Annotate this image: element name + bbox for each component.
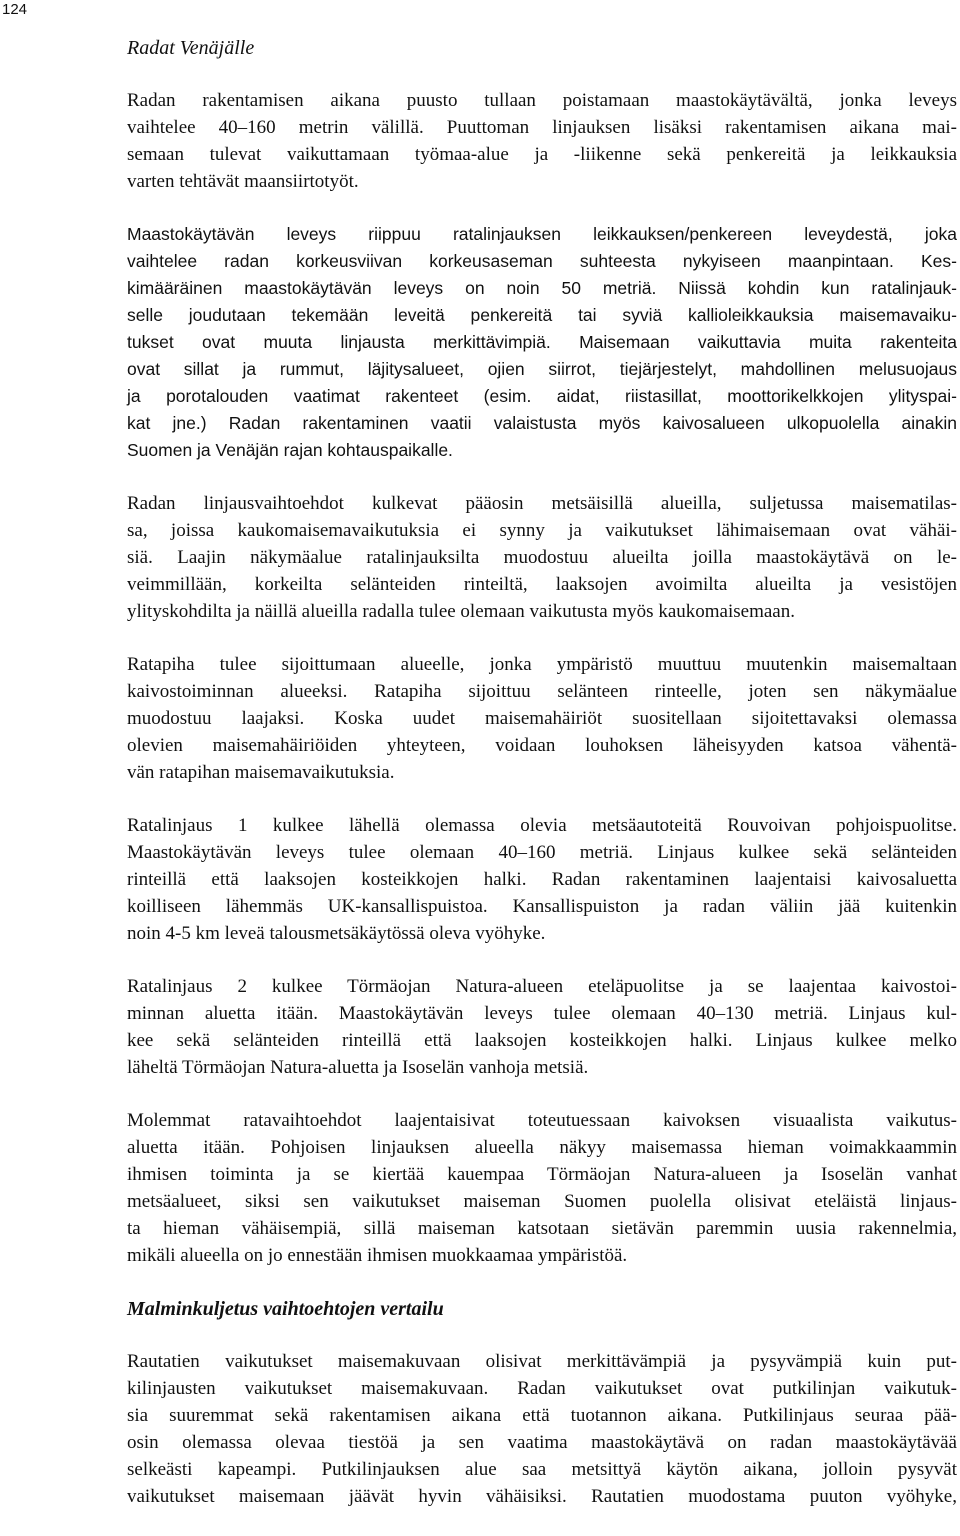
text-line: koilliseen lähemmäs UK-kansallispuistoa. Kansallispuiston ja radan väliin jää kuitenkin [127, 896, 957, 917]
text-line: semaan tulevat vaikuttamaan työmaa-alue ja -liikenne sekä penkereitä ja leikkauksia [127, 144, 957, 165]
text-line: sia suuremmat sekä rakentamisen aikana että tuotannon aikana. Putkilinjaus seuraa pää- [127, 1405, 957, 1426]
text-line: kat jne.) Radan rakentaminen vaatii valaistusta myös kaivosalueen ulkopuolella ainakin [127, 413, 957, 433]
text-line: selkeästi kapeampi. Putkilinjauksen alue saa metsittyä käytön aikana, jolloin pysyvät [127, 1459, 957, 1480]
text-line: Ratalinjaus 2 kulkee Törmäojan Natura-alueen eteläpuolitse ja se laajentaa kaivostoi- [127, 976, 957, 997]
paragraph-5 [127, 812, 957, 947]
text-line: metsäalueet, siksi sen vaikutukset maiseman Suomen puolella olisivat eteläistä linjaus- [127, 1191, 957, 1212]
section-heading-radat-venajalle: Radat Venäjälle [127, 37, 255, 59]
text-line: ovat sillat ja rummut, läjitysalueet, ojien siirrot, tiejärjestelyt, mahdollinen melusuojaus [127, 359, 957, 379]
text-line: ihmisen toiminta ja se kiertää kauempaa Törmäojan Natura-alueen ja Isoselän vanhat [127, 1164, 957, 1185]
text-line: olevien maisemahäiriöiden yhteyteen, voidaan louhoksen läheisyyden katsoa vähentä- [127, 735, 957, 756]
text-line: veimmillään, korkeilta selänteiden rinteiltä, laaksojen avoimilta alueilta ja vesistöjen [127, 574, 957, 595]
page-number: 124 [2, 1, 28, 18]
text-line: varten tehtävät maansiirtotyöt. [127, 171, 359, 192]
paragraph-8 [127, 1348, 957, 1510]
text-line: Maastokäytävän leveys tulee olemaan 40–160 metriä. Linjaus kulkee sekä selänteiden [127, 842, 957, 863]
text-line: Radan rakentamisen aikana puusto tullaan poistamaan maastokäytävältä, jonka leveys [127, 90, 957, 111]
text-line: vaihtelee radan korkeusviivan korkeusaseman suhteesta nykyiseen maanpintaan. Kes- [127, 251, 957, 271]
paragraph-1 [127, 87, 957, 195]
text-line: rinteillä että laaksojen kosteikkojen halki. Radan rakentaminen laajentaisi kaivosaluetta [127, 869, 957, 890]
section-heading-malminkuljetus: Malminkuljetus vaihtoehtojen vertailu [127, 1298, 444, 1320]
paragraph-2 [127, 221, 957, 464]
text-line: Ratalinjaus 1 kulkee lähellä olemassa olevia metsäautoteitä Rouvoivan pohjoispuolitse. [127, 815, 957, 836]
page-content [127, 34, 957, 1536]
text-line: ta hieman vähäisempiä, sillä maiseman katsotaan sietävän paremmin uusia rakennelmia, [127, 1218, 957, 1239]
text-line: kee sekä selänteiden rinteillä että laaksojen kosteikkojen halki. Linjaus kulkee melko [127, 1030, 957, 1051]
text-line: osin olemassa olevaa tiestöä ja sen vaatima maastokäytävä on radan maastokäytävää [127, 1432, 957, 1453]
text-line: Radan linjausvaihtoehdot kulkevat pääosin metsäisillä alueilla, suljetussa maisematilas- [127, 493, 957, 514]
text-line: Suomen ja Venäjän rajan kohtauspaikalle. [127, 440, 453, 460]
paragraph-7 [127, 1107, 957, 1269]
text-line: selle joudutaan tekemään leveitä penkereitä tai syviä kallioleikkauksia maisemavaiku- [127, 305, 957, 325]
text-line: kimääräinen maastokäytävän leveys on noin 50 metriä. Niissä kohdin kun ratalinjauk- [127, 278, 957, 298]
text-line: kilinjausten vaikutukset maisemakuvaan. Radan vaikutukset ovat putkilinjan vaikutuk- [127, 1378, 957, 1399]
text-line: vaikutukset maisemaan jäävät hyvin vähäisiksi. Rautatien muodostama puuton vyöhyke, [127, 1486, 957, 1507]
text-line: läheltä Törmäojan Natura-aluetta ja Isoselän vanhoja metsiä. [127, 1057, 589, 1078]
text-line: vän ratapihan maisemavaikutuksia. [127, 762, 395, 783]
text-line: siä. Laajin näkymäalue ratalinjauksilta muodostuu alueilta joilla maastokäytävä on le- [127, 547, 957, 568]
paragraph-3 [127, 490, 957, 625]
paragraph-6 [127, 973, 957, 1081]
paragraph-4 [127, 651, 957, 786]
text-line: tukset ovat muuta linjausta merkittävimpiä. Maisemaan vaikuttavia muita rakenteita [127, 332, 957, 352]
text-line: Ratapiha tulee sijoittumaan alueelle, jonka ympäristö muuttuu muutenkin maisemaltaan [127, 654, 957, 675]
text-line: vaihtelee 40–160 metrin välillä. Puuttoman linjauksen lisäksi rakentamisen aikana mai- [127, 117, 957, 138]
text-line: Molemmat ratavaihtoehdot laajentaisivat toteutuessaan kaivoksen visuaalista vaikutus- [127, 1110, 957, 1131]
text-line: muodostuu laajaksi. Koska uudet maisemahäiriöt suositellaan sijoitettavaksi olemassa [127, 708, 957, 729]
text-line: Maastokäytävän leveys riippuu ratalinjauksen leikkauksen/penkereen leveydestä, joka [127, 224, 957, 244]
text-line: ja porotalouden vaatimat rakenteet (esim. aidat, riistasillat, moottorikelkkojen ylityspai- [127, 386, 957, 406]
text-line: minnan aluetta itään. Maastokäytävän leveys tulee olemaan 40–130 metriä. Linjaus kul- [127, 1003, 957, 1024]
text-line: mikäli alueella on jo ennestään ihmisen muokkaamaa ympäristöä. [127, 1245, 628, 1266]
text-line: kaivostoiminnan alueeksi. Ratapiha sijoittuu selänteen rinteelle, joten sen näkymäalue [127, 681, 957, 702]
text-line: sa, joissa kaukomaisemavaikutuksia ei synny ja vaikutukset lähimaisemaan ovat vähäi- [127, 520, 957, 541]
text-line: aluetta itään. Pohjoisen linjauksen alueella näkyy maisemassa hieman voimakkaammin [127, 1137, 957, 1158]
text-line: Rautatien vaikutukset maisemakuvaan olisivat merkittävämpiä ja pysyvämpiä kuin put- [127, 1351, 957, 1372]
text-line: noin 4-5 km leveä talousmetsäkäytössä oleva vyöhyke. [127, 923, 546, 944]
text-line: ylityskohdilta ja näillä alueilla radalla tulee olemaan vaikutusta myös kaukomaisemaan. [127, 601, 795, 622]
